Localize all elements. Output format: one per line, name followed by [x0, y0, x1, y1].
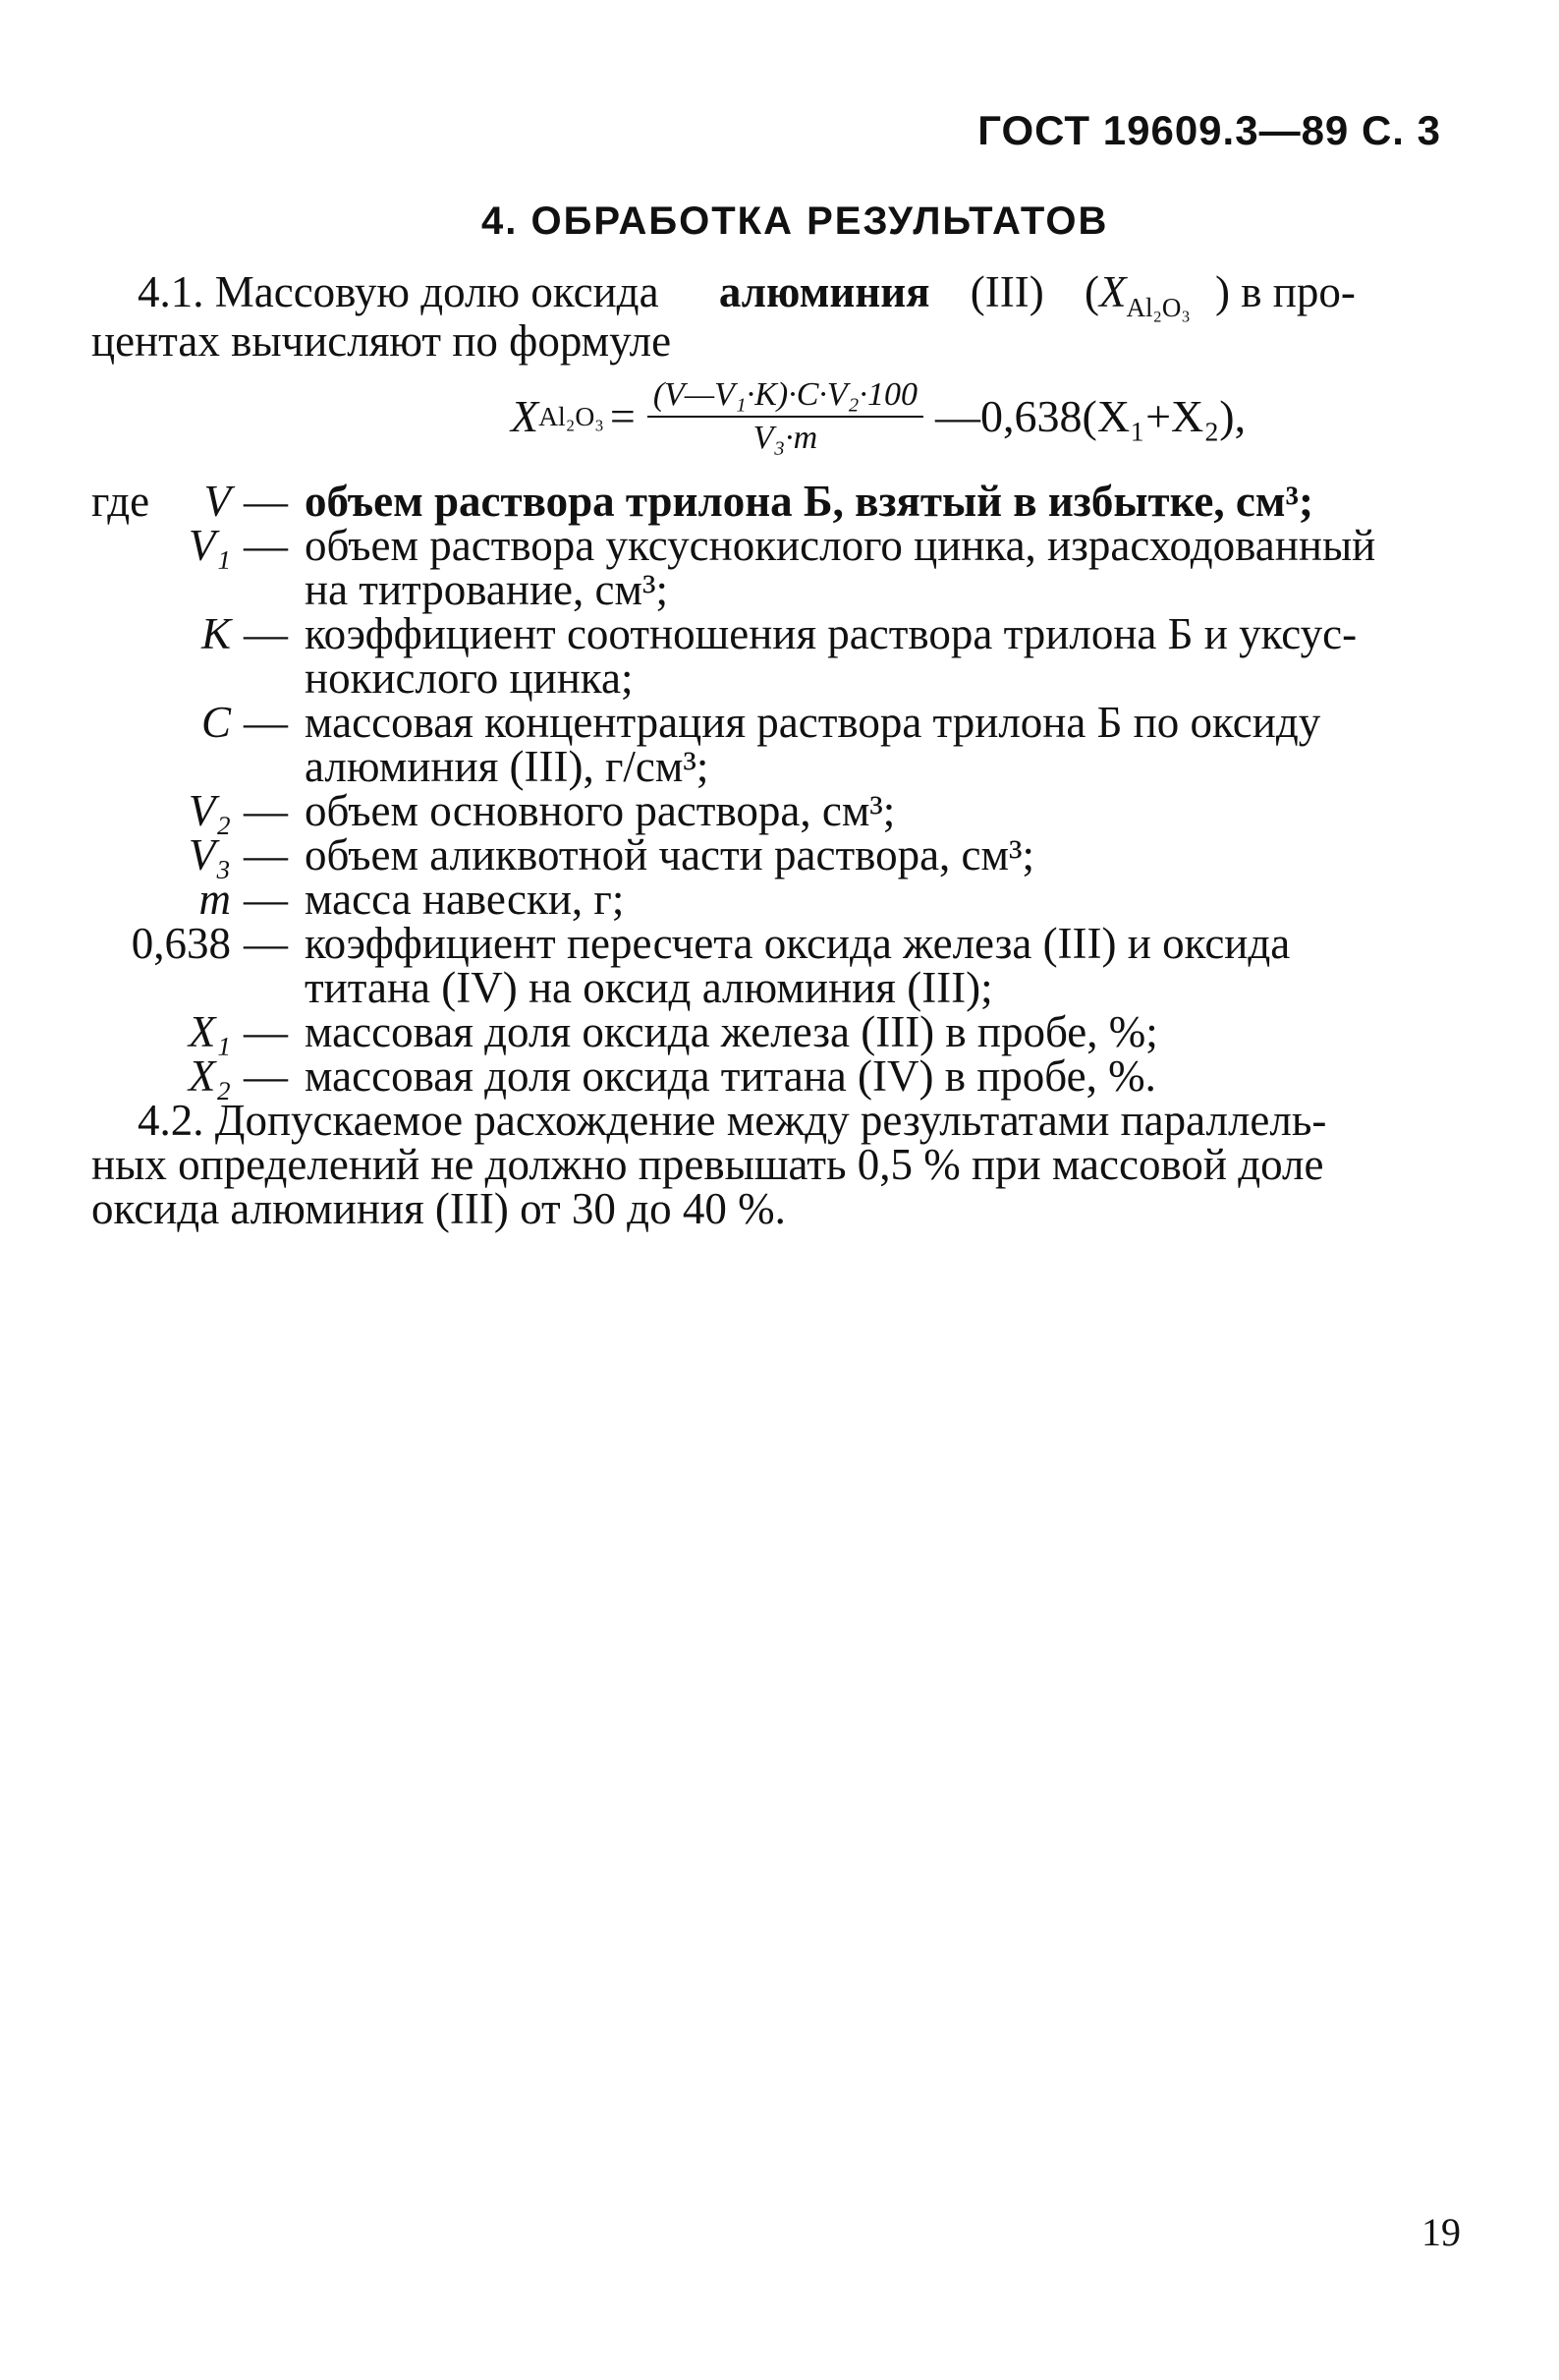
def-text-x2: массовая доля оксида титана (IV) в пробе, %. — [305, 1051, 1156, 1101]
def-symbol-v2: V₂ — [188, 786, 231, 835]
para-4-2-line1: 4.2. Допускаемое расхождение между результатами параллель- — [138, 1096, 1327, 1145]
def-dash: — — [244, 919, 288, 968]
def-text-v1: объем раствора уксуснокислого цинка, израсходованный — [305, 521, 1376, 570]
para-4-2-line3: оксида алюминия (III) от 30 до 40 %. — [91, 1184, 786, 1233]
def-symbol-v1: V₁ — [188, 521, 231, 570]
def-symbol-m: m — [198, 875, 231, 924]
def-text-c: массовая концентрация раствора трилона Б по оксиду — [305, 698, 1321, 747]
def-text-coefficient-cont: титана (IV) на оксид алюминия (III); — [305, 963, 993, 1012]
formula-fraction — [647, 378, 923, 455]
def-symbol-x2: X₂ — [188, 1051, 231, 1101]
para-4-1-line2: центах вычисляют по формуле — [91, 316, 672, 366]
para-4-1-text-c: (III) — [970, 267, 1044, 316]
para-4-1-text-b: алюминия — [718, 267, 930, 316]
section-title: 4. ОБРАБОТКА РЕЗУЛЬТАТОВ — [481, 199, 1109, 243]
para-4-1-text-d: ) в про- — [1215, 267, 1356, 316]
def-symbol-x1: X₁ — [188, 1007, 231, 1056]
def-text-x1: массовая доля оксида железа (III) в пробе, %; — [305, 1007, 1158, 1056]
formula — [511, 378, 1246, 455]
para-4-2-line2: ных определений не должно превышать 0,5 % при массовой доле — [91, 1140, 1324, 1189]
def-dash: — — [244, 830, 288, 879]
def-dash: — — [244, 1007, 288, 1056]
formula-lhs-sub: Al₂O₃ — [538, 401, 604, 432]
def-symbol-v3: V₃ — [188, 830, 231, 879]
def-text-m: масса навески, г; — [305, 875, 625, 924]
def-dash: — — [244, 609, 288, 658]
formula-lhs: X — [511, 391, 539, 441]
formula-tail: —0,638(X₁+X₂), — [935, 391, 1247, 441]
def-dash: — — [244, 521, 288, 570]
def-dash: — — [244, 786, 288, 835]
def-symbol-k: K — [200, 609, 231, 658]
formula-numerator: (V—V₁·K)·C·V₂·100 — [647, 378, 923, 418]
def-text-c-cont: алюминия (III), г/см³; — [305, 742, 709, 791]
para-4-1-text-a: 4.1. Массовую долю оксида — [138, 267, 659, 316]
formula-denominator: V₃·m — [752, 420, 818, 456]
def-text-v3: объем аликвотной части раствора, см³; — [305, 830, 1034, 879]
def-text-k: коэффициент соотношения раствора трилона Б и уксус- — [305, 609, 1358, 658]
def-dash: — — [244, 875, 288, 924]
def-text-coefficient: коэффициент пересчета оксида железа (III) и оксида — [305, 919, 1291, 968]
def-symbol-coefficient: 0,638 — [131, 919, 231, 968]
def-text-v1-cont: на титрование, см³; — [305, 565, 668, 614]
def-symbol-v: V — [203, 477, 231, 526]
def-symbol-c: C — [200, 698, 231, 747]
page-number: 19 — [1421, 2210, 1461, 2254]
para-4-1-symbol: X — [1098, 267, 1127, 316]
def-dash: — — [244, 1051, 288, 1101]
para-4-1-line1: 4.1. Массовую долю оксида алюминия (III) ($X_{Al_2O_3}$ ) в про- — [138, 267, 1356, 322]
def-text-k-cont: нокислого цинка; — [305, 653, 634, 703]
para-4-1-subscript: Al₂O₃ — [1126, 293, 1191, 322]
where-label: где — [91, 477, 150, 526]
def-text-v: объем раствора трилона Б, взятый в избытке, см³; — [305, 477, 1313, 526]
formula-equals: = — [609, 391, 636, 441]
def-text-v2: объем основного раствора, см³; — [305, 786, 896, 835]
def-dash: — — [244, 698, 288, 747]
def-dash: — — [244, 477, 288, 526]
document-header: ГОСТ 19609.3—89 С. 3 — [977, 107, 1441, 153]
